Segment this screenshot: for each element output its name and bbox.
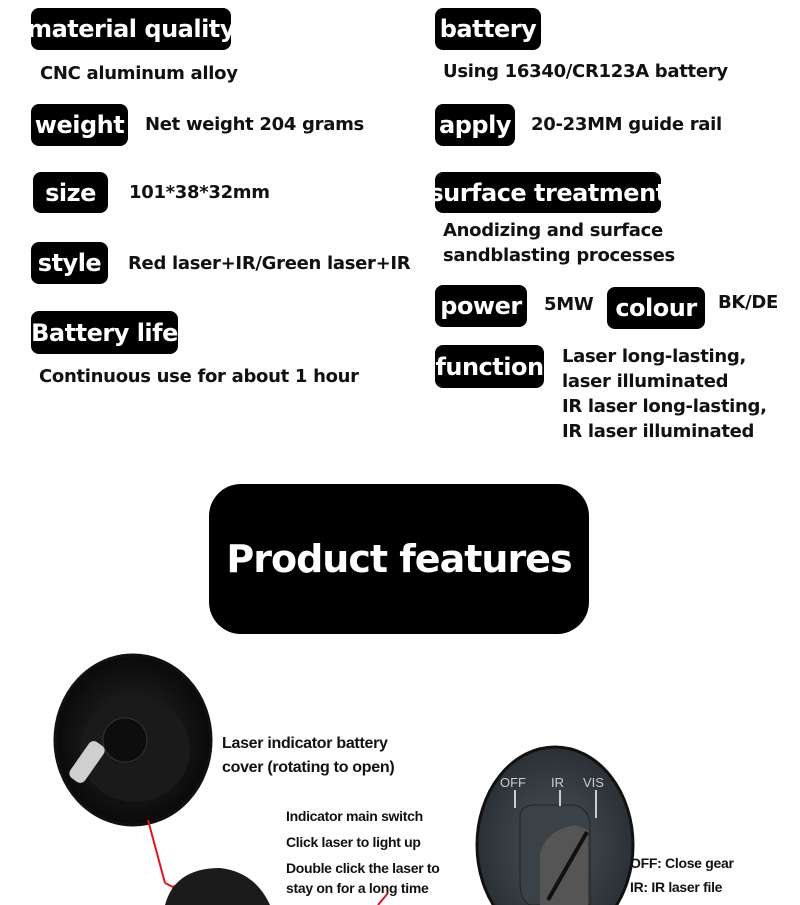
label-style: style xyxy=(31,242,108,284)
text-line: laser illuminated xyxy=(562,371,729,392)
text-line: cover (rotating to open) xyxy=(222,759,395,776)
value-style: Red laser+IR/Green laser+IR xyxy=(128,253,411,274)
label-battery: battery xyxy=(435,8,541,50)
callout-main-switch xyxy=(286,803,440,898)
text-line: Double click the laser to xyxy=(286,860,440,876)
callout-battery-cover xyxy=(222,732,394,780)
laser-body xyxy=(165,868,270,905)
text-line: Laser long-lasting, xyxy=(562,346,747,367)
value-material-quality: CNC aluminum alloy xyxy=(40,63,238,84)
text-line: IR: IR laser file xyxy=(630,879,723,895)
value-battery-life: Continuous use for about 1 hour xyxy=(39,366,359,387)
text-line: Click laser to light up xyxy=(286,834,421,850)
text-line: IR laser long-lasting, xyxy=(562,396,767,417)
callout-modes xyxy=(630,851,734,899)
label-colour: colour xyxy=(607,287,705,329)
battery-cover-closeup xyxy=(55,655,211,825)
text-line: sandblasting processes xyxy=(443,245,675,266)
label-surface-treatment: surface treatment xyxy=(435,172,661,213)
value-size: 101*38*32mm xyxy=(129,182,270,203)
switch-label-ir: IR xyxy=(551,775,564,790)
label-battery-life: Battery life xyxy=(31,311,178,354)
switch-label-off: OFF xyxy=(500,775,526,790)
switch-label-vis: VIS xyxy=(583,775,604,790)
value-weight: Net weight 204 grams xyxy=(145,114,364,135)
label-apply: apply xyxy=(435,104,515,146)
value-apply: 20-23MM guide rail xyxy=(531,114,722,135)
label-weight: weight xyxy=(31,104,128,146)
value-colour: BK/DE xyxy=(718,292,778,313)
mode-switch-closeup xyxy=(477,747,633,905)
value-battery: Using 16340/CR123A battery xyxy=(443,61,728,82)
pointer-line xyxy=(148,820,165,883)
label-size: size xyxy=(33,172,108,213)
text-line: Indicator main switch xyxy=(286,808,423,824)
text-line: Laser indicator battery xyxy=(222,735,388,752)
text-line: Anodizing and surface xyxy=(443,220,663,241)
text-line: IR laser illuminated xyxy=(562,421,755,442)
text-line: OFF: Close gear xyxy=(630,855,734,871)
label-function: function xyxy=(435,345,544,388)
text-line: stay on for a long time xyxy=(286,880,429,896)
label-material-quality: material quality xyxy=(31,8,231,50)
value-power: 5MW xyxy=(544,294,594,315)
section-title: Product features xyxy=(209,484,589,634)
label-power: power xyxy=(435,285,527,327)
